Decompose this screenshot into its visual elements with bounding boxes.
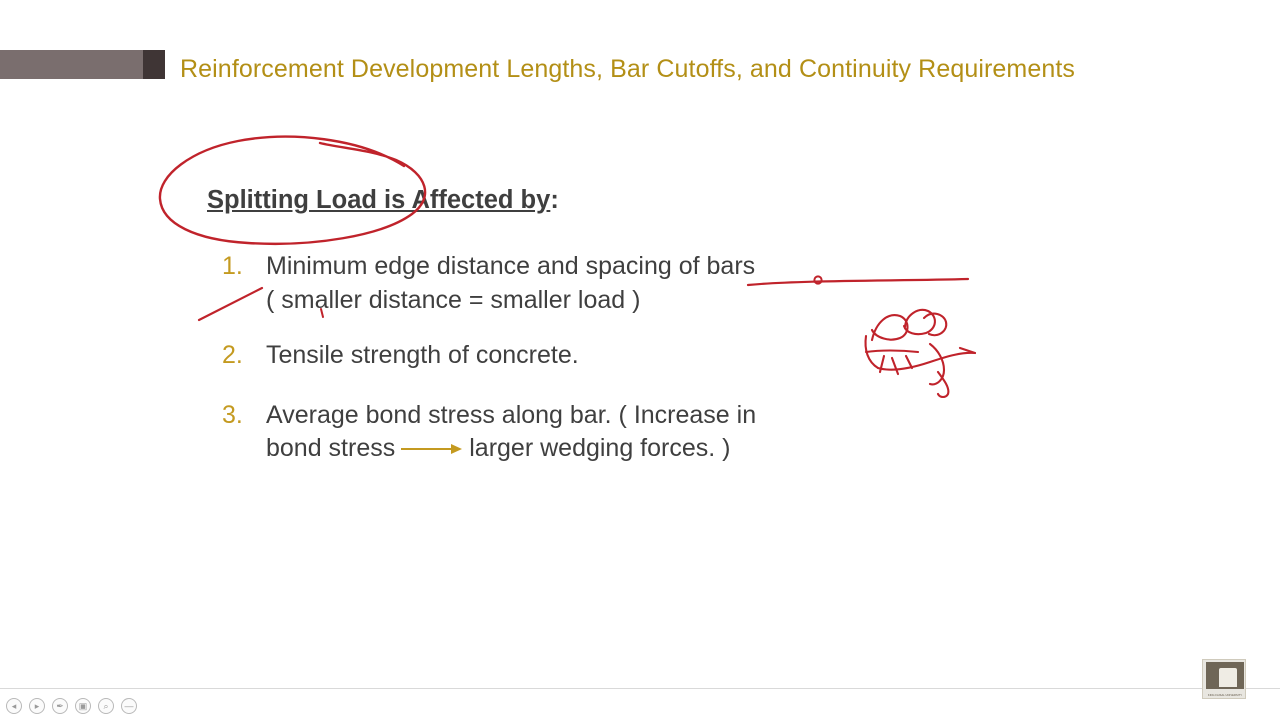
previous-page-icon[interactable]: ◂ xyxy=(6,698,22,714)
list-item-number: 3. xyxy=(222,400,243,429)
list-item-line2-after-arrow: larger wedging forces. ) xyxy=(469,434,731,462)
list-item-text xyxy=(266,250,755,317)
bottom-divider xyxy=(0,688,1280,689)
list-item-line1: Average bond stress along bar. ( Increase in xyxy=(266,400,757,429)
numbered-list xyxy=(222,250,1042,488)
page-title: Reinforcement Development Lengths, Bar Cutoffs, and Continuity Requirements xyxy=(180,55,1076,83)
list-item-number: 2. xyxy=(222,341,243,369)
section-heading xyxy=(207,186,559,215)
section-heading-colon: : xyxy=(550,186,559,214)
bottom-toolbar xyxy=(6,698,137,714)
next-page-icon[interactable]: ▸ xyxy=(29,698,45,714)
list-item-number: 1. xyxy=(222,252,243,280)
list-item xyxy=(222,399,1042,466)
list-item-line2-before-arrow: bond stress xyxy=(266,434,396,462)
header-bar-accent xyxy=(143,50,165,79)
list-item-line2 xyxy=(266,432,756,466)
logo-mark-icon xyxy=(1219,668,1237,687)
zoom-tool-icon[interactable]: ⌕ xyxy=(98,698,114,714)
header-bar xyxy=(0,50,143,79)
list-item-line2: ( smaller distance = smaller load ) xyxy=(266,285,641,314)
list-item-line1: Minimum edge distance and spacing of bars xyxy=(266,252,756,280)
pen-tool-icon[interactable]: ✒ xyxy=(52,698,68,714)
list-item xyxy=(222,339,1042,373)
list-item-line1: Tensile strength of concrete. xyxy=(266,341,579,369)
list-item-text xyxy=(266,339,579,373)
minimize-tool-icon[interactable]: — xyxy=(121,698,137,714)
logo-plate xyxy=(1206,662,1244,689)
logo-caption: KING FAISAL UNIVERSITY xyxy=(1207,694,1243,697)
university-logo xyxy=(1202,659,1246,699)
section-heading-underlined: Splitting Load is Affected by xyxy=(207,186,551,214)
right-arrow-icon xyxy=(401,444,463,454)
list-item-text xyxy=(266,399,756,466)
stamp-tool-icon[interactable]: ▣ xyxy=(75,698,91,714)
list-item xyxy=(222,250,1042,317)
